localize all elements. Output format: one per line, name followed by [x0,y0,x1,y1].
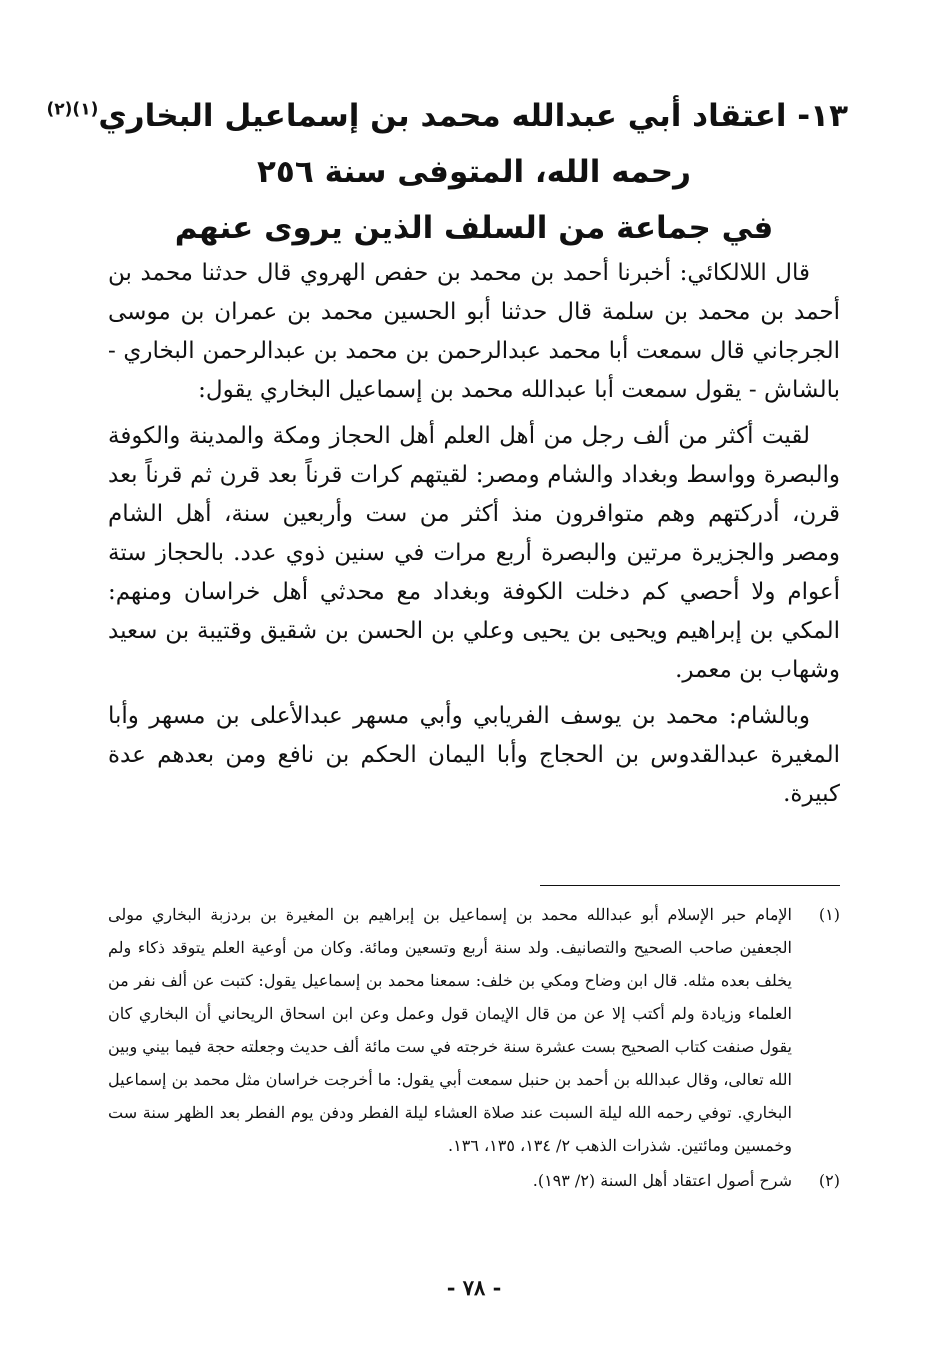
page-number: - ٧٨ - [446,1275,502,1300]
footnote-number: (١) [818,905,840,924]
main-text [108,254,840,821]
chapter-heading [46,88,848,256]
footnote-text: الإمام حبر الإسلام أبو عبدالله محمد بن إسماعيل بن إبراهيم بن المغيرة بن بردزبة البخاري مولى الجعفين صاحب الصحيح والتصانيف. ولد سنة أربع وتسعين ومائة. وكان من أوعية العلم يتوقد ذكاء ولم يخلف بعده مثله. قال ابن وضاح ومكي بن خلف: سمعنا محمد بن إسماعيل يقول: كتبت عن ألف نفر من العلماء وزيادة ولم أكتب إلا عن من قال الإيمان قول وعمل وعن ابن اسحاق الريحاني أن البخاري كان يقول صنفت كتاب الصحيح بست عشرة سنة خرجته في ست مائة ألف حديث وجعلته حجة فيما بيني وبين الله تعالى، وقال عبدالله بن أحمد بن حنبل سمعت أبي يقول: ما أخرجت خراسان مثل محمد بن إسماعيل البخاري. توفي رحمه الله ليلة السبت عند صلاة العشاء ليلة الفطر ودفن يوم الفطر بعد الظهر سنة ست وخمسين ومائتين. شذرات الذهب ٢/ ١٣٤، ١٣٥، ١٣٦. [108,905,793,1155]
paragraph: قال اللالكائي: أخبرنا أحمد بن محمد بن حفص الهروي قال حدثنا محمد بن أحمد بن محمد بن سلمة قال حدثنا أبو الحسين محمد بن عمران بن موسى الجرجاني قال سمعت أبا محمد عبدالرحمن بن محمد بن عبدالرحمن البخاري - بالشاش - يقول سمعت أبا عبدالله محمد بن إسماعيل البخاري يقول: [108,260,840,403]
paragraph: لقيت أكثر من ألف رجل من أهل العلم أهل الحجاز ومكة والمدينة والكوفة والبصرة وواسط وبغداد والشام ومصر: لقيتهم كرات قرناً بعد قرن ثم قرناً بعد قرن، أدركتهم وهم متوافرون منذ أكثر من ست وأربعين سنة، أهل الشام ومصر والجزيرة مرتين والبصرة أربع مرات في سنين ذوي عدد. بالحجاز ستة أعوام ولا أحصي كم دخلت الكوفة وبغداد مع محدثي أهل خراسان ومنهم: المكي بن إبراهيم ويحيى بن يحيى وعلي بن الحسن بن شقيق وقتيبة بن سعيد وشهاب بن معمر. [108,423,840,683]
paragraph: وبالشام: محمد بن يوسف الفريابي وأبي مسهر عبدالأعلى بن مسهر وأبا المغيرة عبدالقدوس بن الحجاج وأبا اليمان الحكم بن نافع ومن بعدهم عدة كبيرة. [108,703,840,807]
heading-line-1 [46,88,848,144]
footnote-number: (٢) [818,1171,840,1190]
footnotes [108,898,840,1197]
heading-line-2: رحمه الله، المتوفى سنة ٢٥٦ [257,154,691,190]
footnote-separator [540,885,840,886]
footnote-text: شرح أصول اعتقاد أهل السنة (٢/ ١٩٣). [532,1171,792,1190]
footnote-1 [108,898,840,1162]
heading-line-1-text: ١٣- اعتقاد أبي عبدالله محمد بن إسماعيل البخاري [98,98,848,134]
heading-line-3: في جماعة من السلف الذين يروى عنهم [174,210,774,246]
footnote-2 [108,1164,840,1197]
heading-footnote-refs: (١)(٢) [46,99,99,120]
